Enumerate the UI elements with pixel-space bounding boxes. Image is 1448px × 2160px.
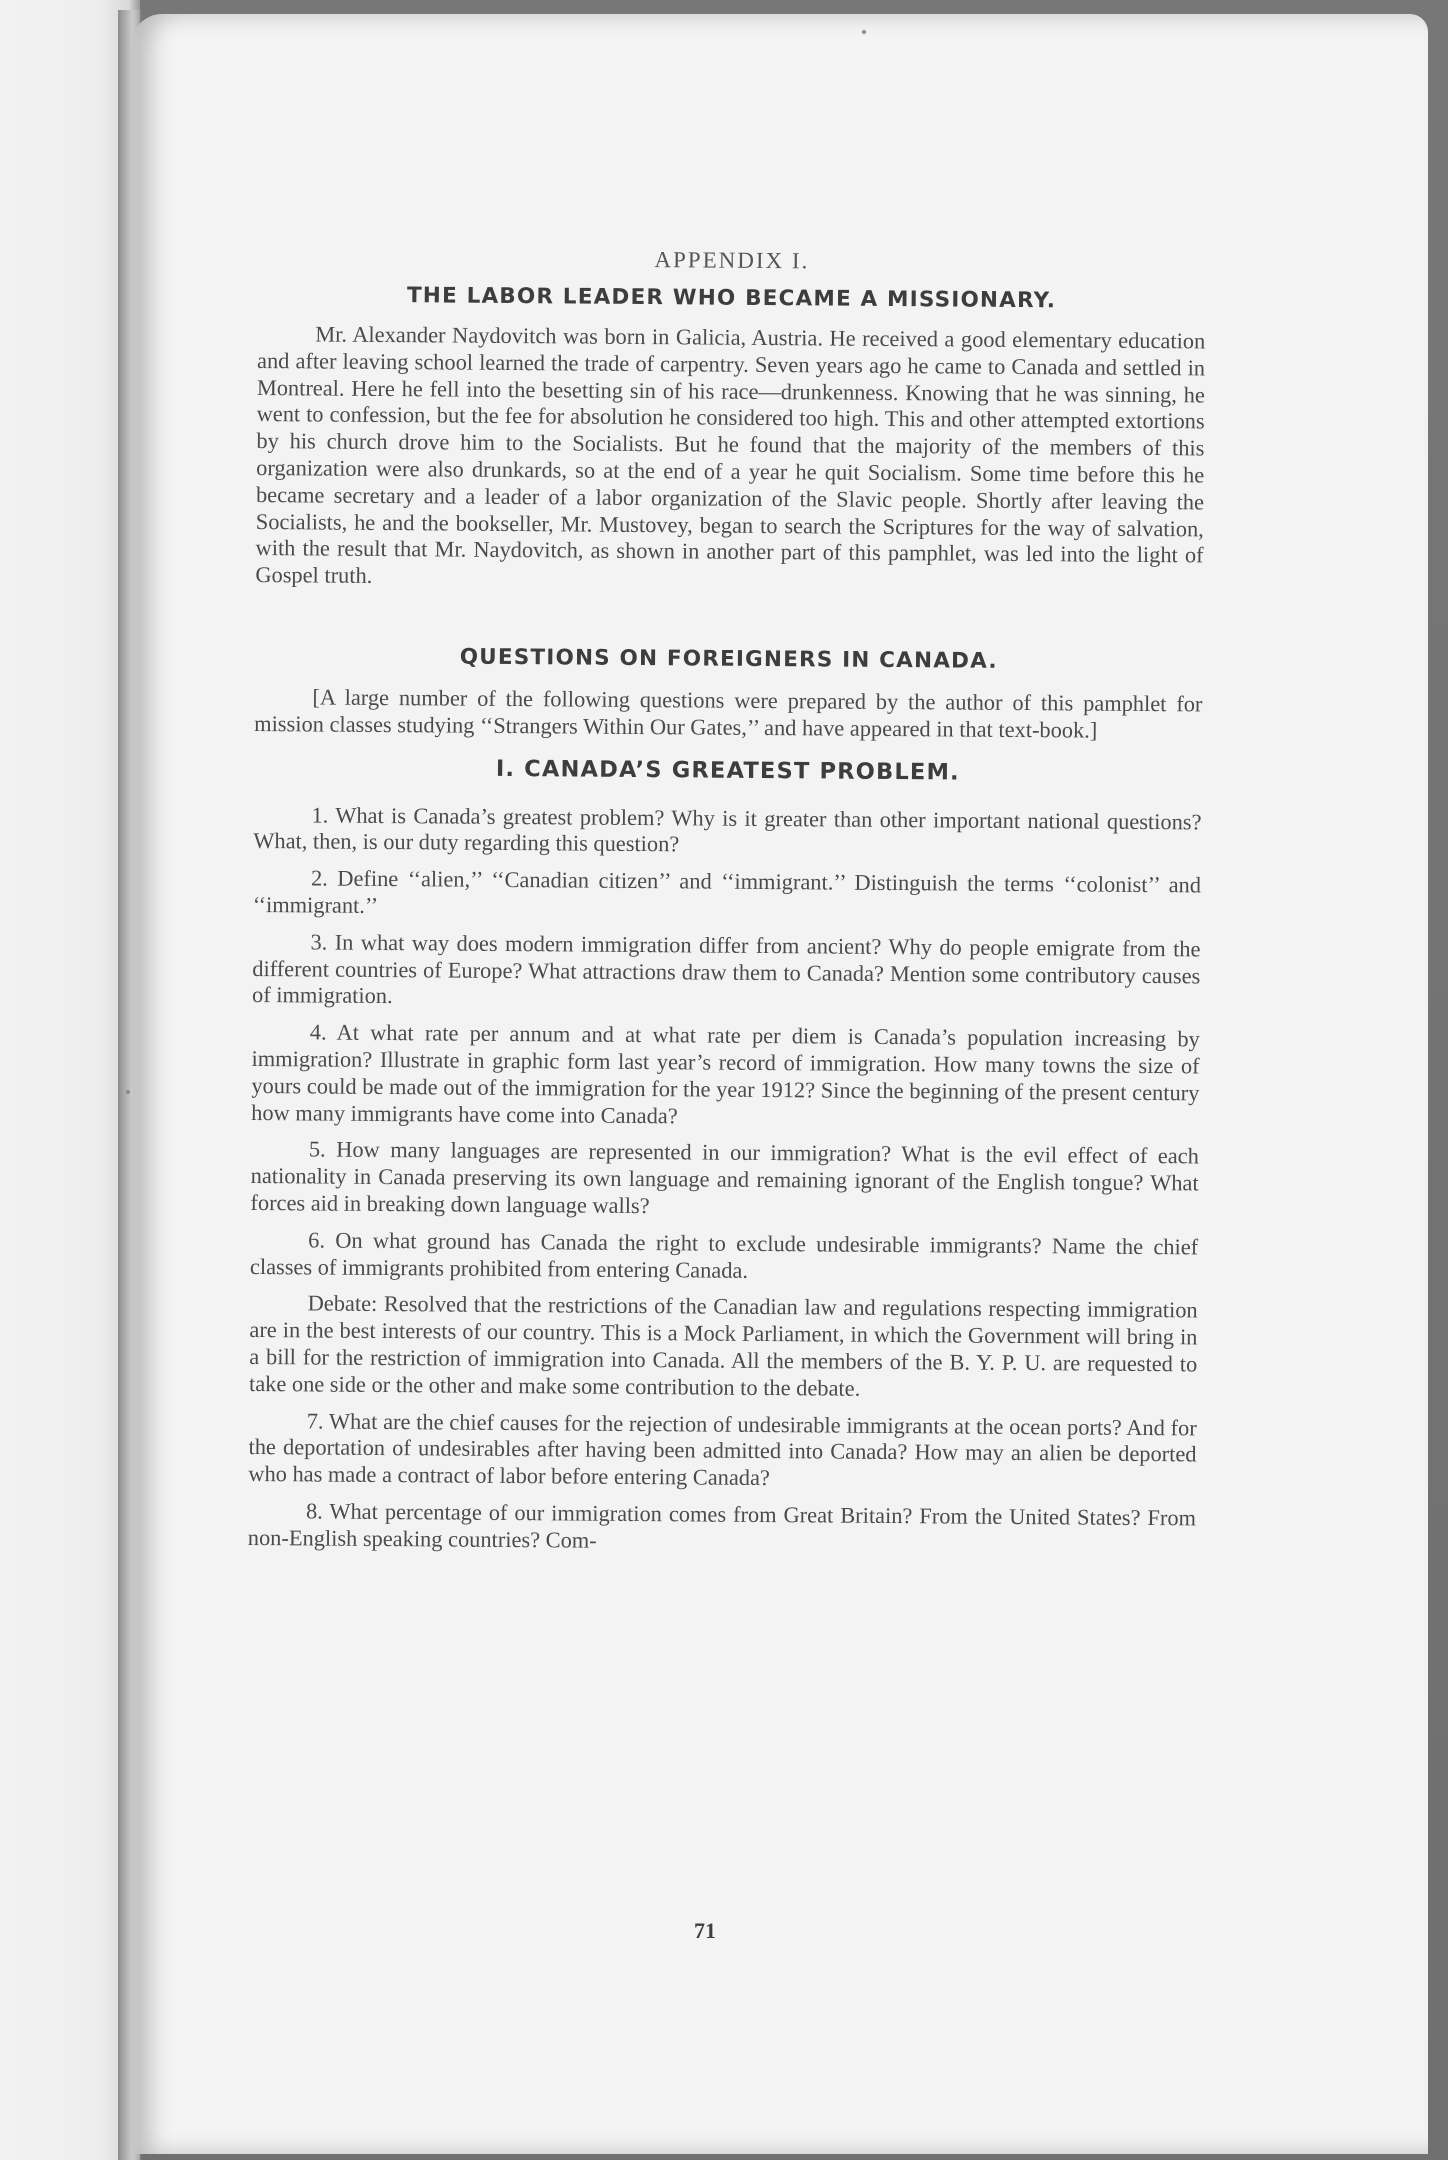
- biography-paragraph: Mr. Alexander Naydovitch was born in Galicia, Austria. He received a good elementary education and after leaving school learned the trade of carpentry. Seven years ago he came to Canada and settled in Montreal. Here he fell into the besetting sin of his race—drunkenness. Knowing that he was sinning, he went to confession, but the fee for absolution he considered too high. This and other attempted extortions by his church drove him to the Socialists. But he found that the majority of the members of this organization were also drunkards, so at the end of a year he quit Socialism. Some time before this he became secretary and a leader of a labor organization of the Slavic people. Shortly after leaving the Socialists, he and the bookseller, Mr. Mustovey, began to search the Scriptures for the way of salvation, with the result that Mr. Naydovitch, as shown in another part of this pamphlet, was led into the light of Gospel truth.: [255, 321, 1206, 589]
- debate-paragraph: Debate: Resolved that the restrictions of the Canadian law and regulations respecting immigration are in the best interests of our country. This is a Mock Parliament, in which the Government will bring in a bill for the restriction of immigration into Canada. All the members of the B. Y. P. U. are requested to take one side or the other and make some contribution to the debate.: [248, 1290, 1198, 1401]
- question-paragraph: 2. Define ‘‘alien,’’ ‘‘Canadian citizen’’ and ‘‘immigrant.’’ Distinguish the terms ‘‘colonist’’ and ‘‘immigrant.’’: [252, 865, 1202, 918]
- question-paragraph: 5. How many languages are represented in our immigration? What is the evil effect of each nationality in Canada preserving its own language and remaining ignorant of the English tongue? What forces aid in breaking down language walls?: [250, 1136, 1199, 1219]
- paper-speck: [862, 30, 866, 34]
- editorial-note: [A large number of the following questions were prepared by the author of this pamphlet for mission classes studying ‘‘Strangers Within Our Gates,’’ and have appeared in that text-book.]: [254, 684, 1203, 743]
- paper-speck: [126, 1090, 130, 1094]
- questions-heading: QUESTIONS ON FOREIGNERS IN CANADA.: [459, 644, 998, 674]
- question-paragraph: 7. What are the chief causes for the rejection of undesirable immigrants at the ocean ports? And for the deportation of undesirables after having been admitted into Canada? How may an alien be deported who has made a contract of labor before entering Canada?: [248, 1407, 1197, 1491]
- gutter-shadow: [118, 10, 142, 2160]
- question-paragraph: 3. In what way does modern immigration differ from ancient? Why do people emigrate from the different countries of Europe? What attractions draw them to Canada? Mention some contributory causes of immigration.: [252, 929, 1201, 1009]
- question-paragraph: 8. What percentage of our immigration comes from Great Britain? From the United States? From non-English speaking countries? Com-: [247, 1498, 1197, 1553]
- subsection-heading: I. CANADA’S GREATEST PROBLEM.: [495, 755, 960, 786]
- question-paragraph: 1. What is Canada’s greatest problem? Why is it greater than other important national questions? What, then, is our duty regarding this question?: [253, 802, 1202, 857]
- page-content: [248, 244, 1206, 1559]
- appendix-heading: APPENDIX I.: [654, 247, 810, 274]
- question-paragraph: 6. On what ground has Canada the right to exclude undesirable immigrants? Name the chief classes of immigrants prohibited from entering Canada.: [249, 1227, 1199, 1283]
- question-paragraph: 4. At what rate per annum and at what rate per diem is Canada’s population increasing by immigration? Illustrate in graphic form last year’s record of immigration. How many towns the size of yours could be made out of the immigration for the year 1912? Since the beginning of the present century how many immigrants have come into Canada?: [251, 1019, 1200, 1128]
- page-number: 71: [694, 1918, 716, 1943]
- section-title: THE LABOR LEADER WHO BECAME A MISSIONARY.: [406, 283, 1057, 314]
